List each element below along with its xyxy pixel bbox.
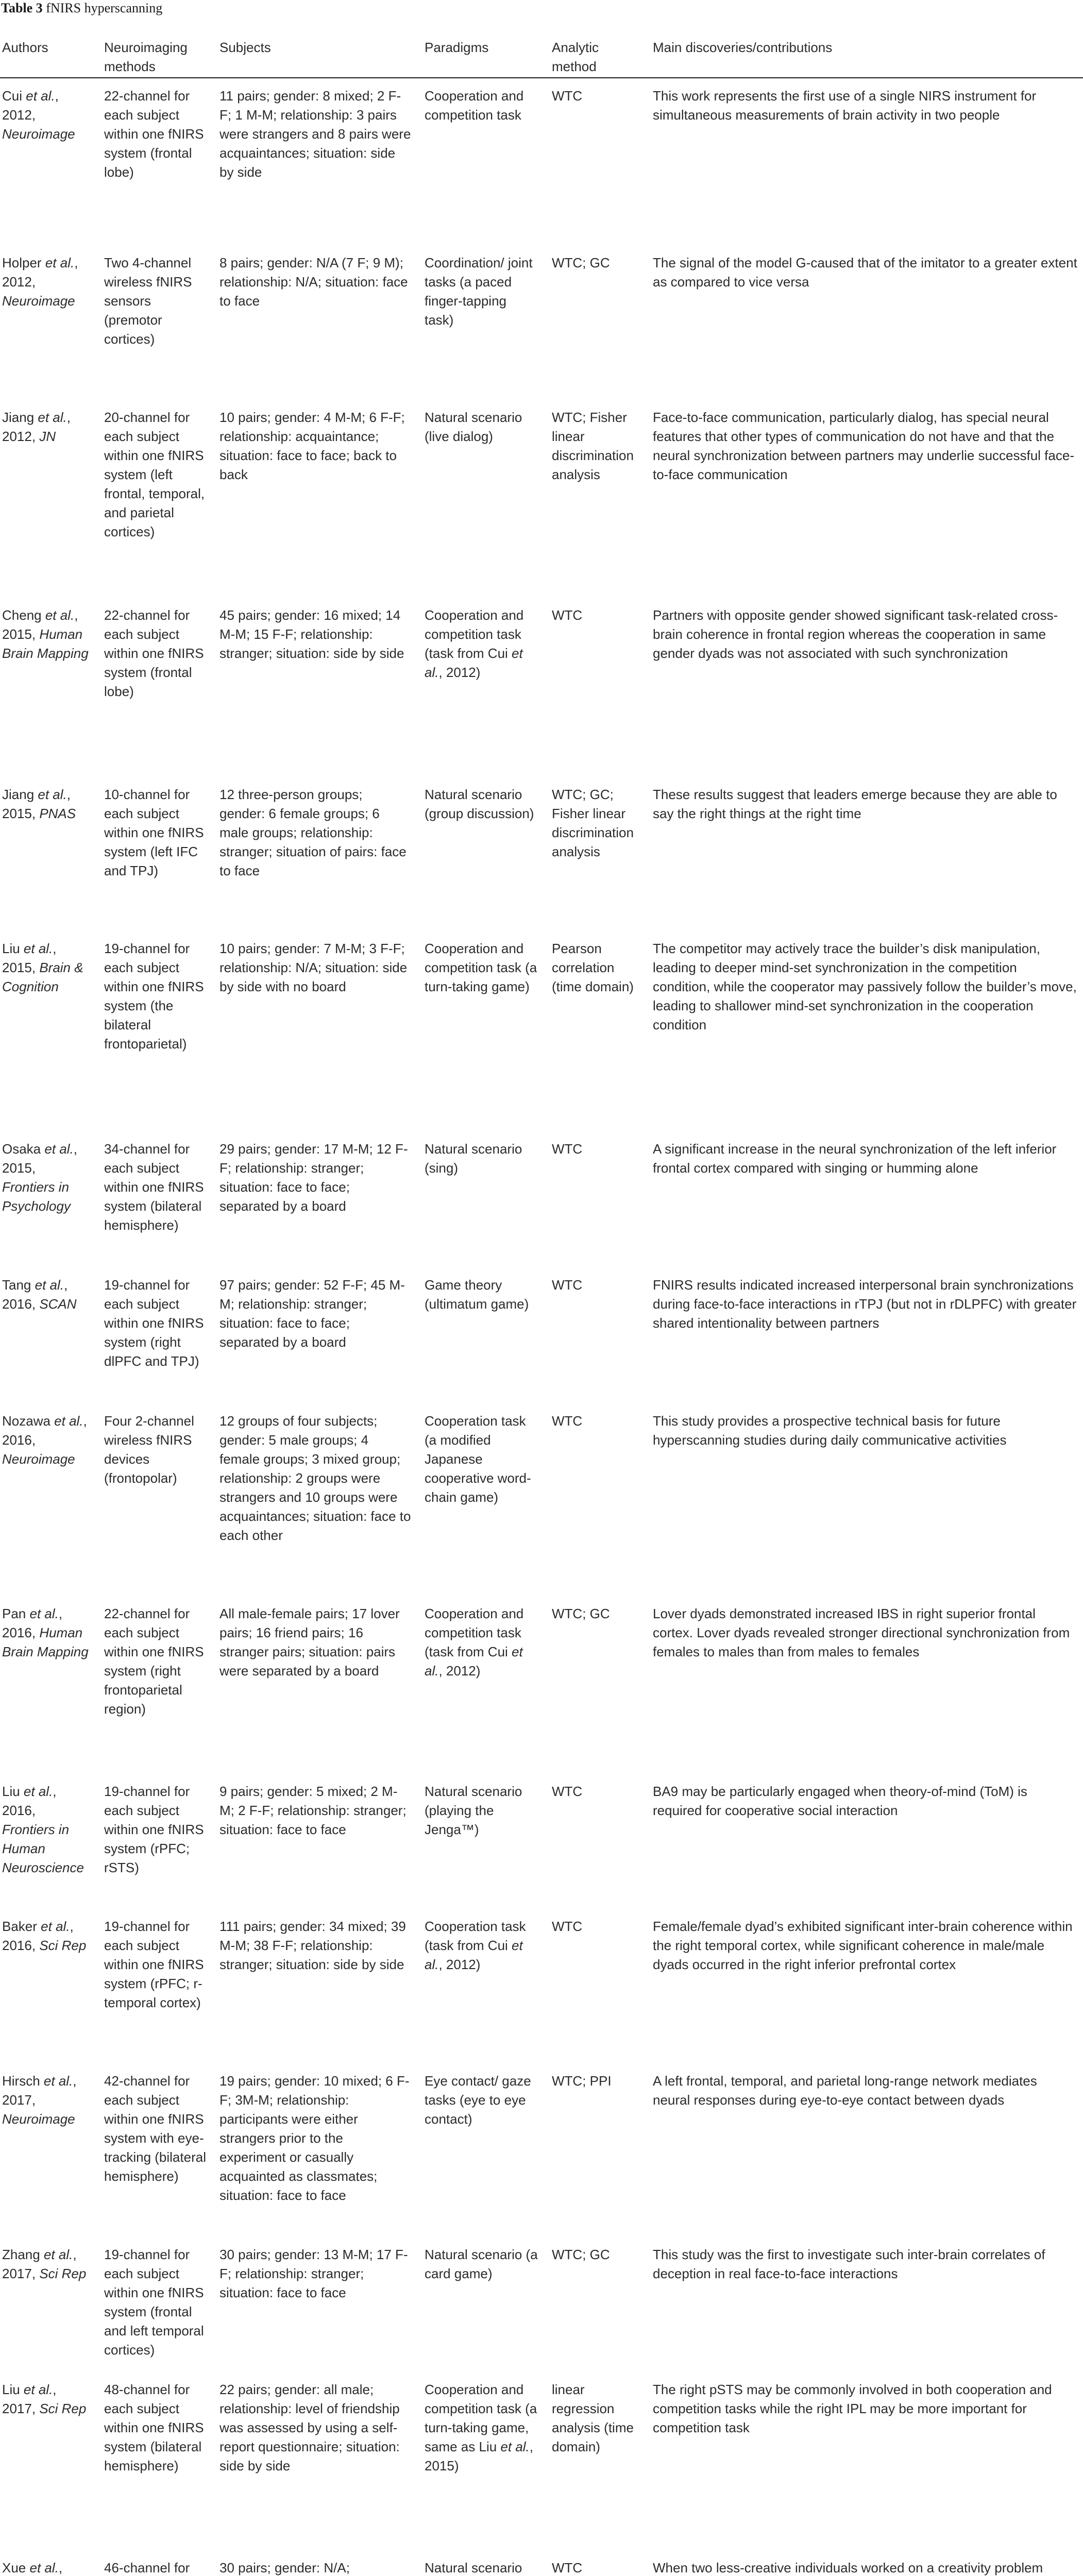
- author-name: Zhang et al., 2017,: [2, 2247, 77, 2281]
- analysis-cell: WTC; GC; Fisher linear discrimination analysis: [552, 787, 634, 859]
- analysis-cell: WTC: [552, 88, 583, 104]
- discovery-cell: A significant increase in the neural synchronization of the left inferior frontal cortex compared with singing or humming alone: [653, 1141, 1057, 1176]
- author-name: Liu et al., 2016,: [2, 1784, 57, 1818]
- method-cell: Four 2-channel wireless fNIRS devices (frontopolar): [104, 1413, 194, 1486]
- discovery-cell: These results suggest that leaders emerge because they are able to say the right things at the right time: [653, 787, 1057, 821]
- journal-name: PNAS: [39, 806, 76, 821]
- header-row: [0, 18, 1083, 78]
- table-header: [0, 18, 1083, 78]
- subjects-cell: 9 pairs; gender: 5 mixed; 2 M-M; 2 F-F; relationship: stranger; situation: face to face: [219, 1784, 407, 1837]
- author-name: Liu et al., 2015,: [2, 941, 57, 975]
- header-main-discoveries: Main discoveries/contributions: [645, 18, 1083, 78]
- header-subjects: Subjects: [211, 18, 416, 78]
- paradigm-cell: Cooperation and competition task (task from Cui et al., 2012): [425, 1606, 524, 1679]
- discovery-cell: This study was the first to investigate such inter-brain correlates of deception in real face-to-face interactions: [653, 2247, 1045, 2281]
- discovery-cell: FNIRS results indicated increased interpersonal brain synchronizations during face-to-face interactions in rTPJ (but not in rDLPFC) with greater shared intentionality between partners: [653, 1277, 1077, 1331]
- table-row: [0, 2063, 1083, 2237]
- paradigm-cell: Natural scenario (playing the Jenga™): [425, 1784, 522, 1837]
- method-cell: 48-channel for each subject within one fNIRS system (bilateral hemisphere): [104, 2382, 204, 2473]
- table-row: [0, 78, 1083, 245]
- subjects-cell: 45 pairs; gender: 16 mixed; 14 M-M; 15 F-F; relationship: stranger; situation: side by side: [219, 607, 404, 661]
- journal-name: SCAN: [39, 1296, 77, 1312]
- table-row: [0, 1403, 1083, 1596]
- table-body: [0, 78, 1083, 2576]
- analysis-cell: linear regression analysis (time domain): [552, 2382, 634, 2454]
- method-cell: 19-channel for each subject within one fNIRS system (right dlPFC and TPJ): [104, 1277, 204, 1369]
- header-authors: Authors: [0, 18, 96, 78]
- author-name: Nozawa et al., 2016,: [2, 1413, 87, 1448]
- authors-cell: [0, 400, 96, 598]
- authors-cell: [0, 78, 96, 245]
- paradigm-cell: Cooperation and competition task: [425, 88, 524, 123]
- analysis-cell: WTC; GC: [552, 255, 610, 270]
- discovery-cell: The right pSTS may be commonly involved in both cooperation and competition tasks while the right IPL may be more important for competition task: [653, 2382, 1052, 2435]
- subjects-cell: 8 pairs; gender: N/A (7 F; 9 M); relationship: N/A; situation: face to face: [219, 255, 408, 309]
- table-row: [0, 598, 1083, 777]
- journal-name: JN: [39, 429, 56, 444]
- discovery-cell: This study provides a prospective technical basis for future hyperscanning studies during daily communicative activities: [653, 1413, 1007, 1448]
- author-name: Cheng et al., 2015,: [2, 607, 78, 642]
- author-name: Liu et al., 2017,: [2, 2382, 57, 2416]
- paradigm-cell: Cooperation and competition task (a turn-taking game): [425, 941, 537, 994]
- method-cell: 34-channel for each subject within one fNIRS system (bilateral hemisphere): [104, 1141, 204, 1233]
- method-cell: 22-channel for each subject within one fNIRS system (frontal lobe): [104, 607, 204, 699]
- method-cell: 10-channel for each subject within one fNIRS system (left IFC and TPJ): [104, 787, 204, 878]
- journal-name: Sci Rep: [39, 2401, 87, 2416]
- subjects-cell: 12 groups of four subjects; gender: 5 male groups; 4 female groups; 3 mixed group; relationship: 2 groups were strangers and 10 groups were acquaintances; situation: face to each other: [219, 1413, 411, 1543]
- authors-cell: [0, 2550, 96, 2576]
- method-cell: 46-channel for: [104, 2560, 190, 2575]
- paradigm-cell: Natural scenario (live dialog): [425, 410, 522, 444]
- analysis-cell: WTC: [552, 607, 583, 623]
- analysis-cell: WTC; GC: [552, 2247, 610, 2262]
- author-name: Jiang et al., 2012,: [2, 410, 71, 444]
- header-paradigms: Paradigms: [416, 18, 544, 78]
- subjects-cell: 30 pairs; gender: N/A;: [219, 2560, 350, 2575]
- paradigm-cell: Coordination/ joint tasks (a paced finger-tapping task): [425, 255, 533, 328]
- analysis-cell: Pearson correlation (time domain): [552, 941, 634, 994]
- journal-name: Sci Rep: [39, 2266, 87, 2281]
- subjects-cell: 12 three-person groups; gender: 6 female groups; 6 male groups; relationship: stranger; situation of pairs: face to face: [219, 787, 407, 878]
- journal-name: Human Brain Mapping: [2, 1625, 89, 1659]
- author-name: Jiang et al., 2015,: [2, 787, 71, 821]
- paradigm-cell: Cooperation and competition task (a turn-taking game, same as Liu et al., 2015): [425, 2382, 537, 2473]
- subjects-cell: 29 pairs; gender: 17 M-M; 12 F-F; relationship: stranger; situation: face to face; separated by a board: [219, 1141, 408, 1214]
- analysis-cell: WTC; GC: [552, 1606, 610, 1621]
- method-cell: 19-channel for each subject within one fNIRS system (rPFC; r-temporal cortex): [104, 1919, 204, 2010]
- paradigm-cell: Cooperation task (a modified Japanese cooperative word-chain game): [425, 1413, 531, 1505]
- discovery-cell: The signal of the model G-caused that of the imitator to a greater extent as compared to vice versa: [653, 255, 1077, 290]
- table-row: [0, 1909, 1083, 2063]
- subjects-cell: 10 pairs; gender: 7 M-M; 3 F-F; relationship: N/A; situation: side by side with no board: [219, 941, 408, 994]
- discovery-cell: A left frontal, temporal, and parietal long-range network mediates neural responses during eye-to-eye contact between dyads: [653, 2073, 1037, 2108]
- paradigm-cell: Natural scenario (group discussion): [425, 787, 534, 821]
- discovery-cell: Face-to-face communication, particularly dialog, has special neural features that other types of communication do not have and that the neural synchronization between partners may underlie successful face-to-face communication: [653, 410, 1074, 482]
- paradigm-cell: Natural scenario: [425, 2560, 522, 2575]
- authors-cell: [0, 1131, 96, 1267]
- table-caption: [1, 0, 162, 16]
- authors-cell: [0, 1267, 96, 1403]
- paradigm-cell: Natural scenario (sing): [425, 1141, 522, 1176]
- discovery-cell: This work represents the first use of a single NIRS instrument for simultaneous measurements of brain activity in two people: [653, 88, 1037, 123]
- journal-name: Frontiers in Human Neuroscience: [2, 1822, 84, 1875]
- paradigm-cell: Eye contact/ gaze tasks (eye to eye contact): [425, 2073, 531, 2127]
- table-row: [0, 1131, 1083, 1267]
- subjects-cell: 97 pairs; gender: 52 F-F; 45 M-M; relationship: stranger; situation: face to face; separated by a board: [219, 1277, 405, 1350]
- analysis-cell: WTC: [552, 1919, 583, 1934]
- table-row: [0, 400, 1083, 598]
- subjects-cell: 10 pairs; gender: 4 M-M; 6 F-F; relationship: acquaintance; situation: face to face; back to back: [219, 410, 405, 482]
- analysis-cell: WTC; Fisher linear discrimination analysis: [552, 410, 634, 482]
- analysis-cell: WTC: [552, 1141, 583, 1157]
- authors-cell: [0, 931, 96, 1131]
- table-row: [0, 777, 1083, 931]
- journal-name: Neuroimage: [2, 2111, 75, 2127]
- author-name: Osaka et al., 2015,: [2, 1141, 77, 1176]
- method-cell: Two 4-channel wireless fNIRS sensors (premotor cortices): [104, 255, 192, 347]
- authors-cell: [0, 245, 96, 400]
- table-row: [0, 1596, 1083, 1774]
- journal-name: Brain & Cognition: [2, 960, 83, 994]
- method-cell: 19-channel for each subject within one fNIRS system (rPFC; rSTS): [104, 1784, 204, 1875]
- table-row: [0, 2372, 1083, 2550]
- method-cell: 20-channel for each subject within one fNIRS system (left frontal, temporal, and parietal cortices): [104, 410, 205, 539]
- subjects-cell: 19 pairs; gender: 10 mixed; 6 F-F; 3M-M; relationship: participants were either strangers prior to the experiment or casually acquainted as classmates; situation: face to face: [219, 2073, 410, 2203]
- method-cell: 19-channel for each subject within one fNIRS system (frontal and left temporal cortices): [104, 2247, 204, 2358]
- author-name: Hirsch et al., 2017,: [2, 2073, 77, 2108]
- discovery-cell: Lover dyads demonstrated increased IBS in right superior frontal cortex. Lover dyads revealed stronger directional synchronization from females to males than from males to females: [653, 1606, 1070, 1659]
- subjects-cell: 11 pairs; gender: 8 mixed; 2 F-F; 1 M-M; relationship: 3 pairs were strangers and 8 pairs were acquaintances; situation: side by side: [219, 88, 411, 180]
- authors-cell: [0, 2237, 96, 2372]
- author-name: Holper et al., 2012,: [2, 255, 78, 290]
- paradigm-cell: Natural scenario (a card game): [425, 2247, 538, 2281]
- journal-name: Human Brain Mapping: [2, 626, 89, 661]
- header-neuroimaging-methods: Neuroimaging methods: [96, 18, 211, 78]
- authors-cell: [0, 2372, 96, 2550]
- paradigm-cell: Cooperation and competition task (task from Cui et al., 2012): [425, 607, 524, 680]
- table-row: [0, 2550, 1083, 2576]
- journal-name: Neuroimage: [2, 293, 75, 309]
- method-cell: 22-channel for each subject within one fNIRS system (right frontoparietal region): [104, 1606, 204, 1717]
- table-row: [0, 1774, 1083, 1909]
- author-name: Xue et al.,: [2, 2560, 63, 2575]
- subjects-cell: 111 pairs; gender: 34 mixed; 39 M-M; 38 F-F; relationship: stranger; situation: side by side: [219, 1919, 406, 1972]
- author-name: Baker et al., 2016,: [2, 1919, 74, 1953]
- discovery-cell: The competitor may actively trace the builder’s disk manipulation, leading to deeper mind-set synchronization in the competition condition, while the cooperator may passively follow the builder’s move, leading to shallower mind-set synchronization in the cooperation condition: [653, 941, 1077, 1032]
- journal-name: Neuroimage: [2, 1451, 75, 1467]
- paradigm-cell: Game theory (ultimatum game): [425, 1277, 529, 1312]
- table-row: [0, 2237, 1083, 2372]
- analysis-cell: WTC: [552, 1413, 583, 1429]
- method-cell: 22-channel for each subject within one fNIRS system (frontal lobe): [104, 88, 204, 180]
- authors-cell: [0, 1596, 96, 1774]
- author-name: Pan et al., 2016,: [2, 1606, 63, 1640]
- discovery-cell: When two less-creative individuals worked on a creativity problem: [653, 2560, 1043, 2575]
- table-row: [0, 245, 1083, 400]
- authors-cell: [0, 1403, 96, 1596]
- analysis-cell: WTC: [552, 1784, 583, 1799]
- discovery-cell: BA9 may be particularly engaged when theory-of-mind (ToM) is required for cooperative social interaction: [653, 1784, 1027, 1818]
- discovery-cell: Partners with opposite gender showed significant task-related cross-brain coherence in frontal region whereas the cooperation in same gender dyads was not associated with such synchronization: [653, 607, 1058, 661]
- authors-cell: [0, 2063, 96, 2237]
- table-row: [0, 1267, 1083, 1403]
- discovery-cell: Female/female dyad’s exhibited significant inter-brain coherence within the right temporal cortex, while significant coherence in male/male dyads occurred in the right inferior prefrontal cortex: [653, 1919, 1073, 1972]
- table-caption-title: fNIRS hyperscanning: [46, 1, 163, 15]
- authors-cell: [0, 1909, 96, 2063]
- subjects-cell: 22 pairs; gender: all male; relationship: level of friendship was assessed by using a self-report questionnaire; situation: side by side: [219, 2382, 400, 2473]
- journal-name: Frontiers in Psychology: [2, 1179, 71, 1214]
- authors-cell: [0, 598, 96, 777]
- author-name: Tang et al., 2016,: [2, 1277, 68, 1312]
- author-name: Cui et al., 2012,: [2, 88, 59, 123]
- analysis-cell: WTC: [552, 1277, 583, 1293]
- table-row: [0, 931, 1083, 1131]
- subjects-cell: 30 pairs; gender: 13 M-M; 17 F-F; relationship: stranger; situation: face to face: [219, 2247, 408, 2300]
- header-analytic-method: Analytic method: [544, 18, 645, 78]
- analysis-cell: WTC; PPI: [552, 2073, 612, 2089]
- paradigm-cell: Cooperation task (task from Cui et al., 2012): [425, 1919, 526, 1972]
- table-caption-label: Table 3: [1, 1, 43, 15]
- hyperscanning-table: [0, 18, 1083, 2576]
- method-cell: 42-channel for each subject within one fNIRS system with eye-tracking (bilateral hemisphere): [104, 2073, 206, 2184]
- journal-name: Sci Rep: [39, 1938, 87, 1953]
- subjects-cell: All male-female pairs; 17 lover pairs; 16 friend pairs; 16 stranger pairs; situation: pairs were separated by a board: [219, 1606, 400, 1679]
- journal-name: Neuroimage: [2, 126, 75, 142]
- method-cell: 19-channel for each subject within one fNIRS system (the bilateral frontoparietal): [104, 941, 204, 1052]
- authors-cell: [0, 777, 96, 931]
- authors-cell: [0, 1774, 96, 1909]
- analysis-cell: WTC: [552, 2560, 583, 2575]
